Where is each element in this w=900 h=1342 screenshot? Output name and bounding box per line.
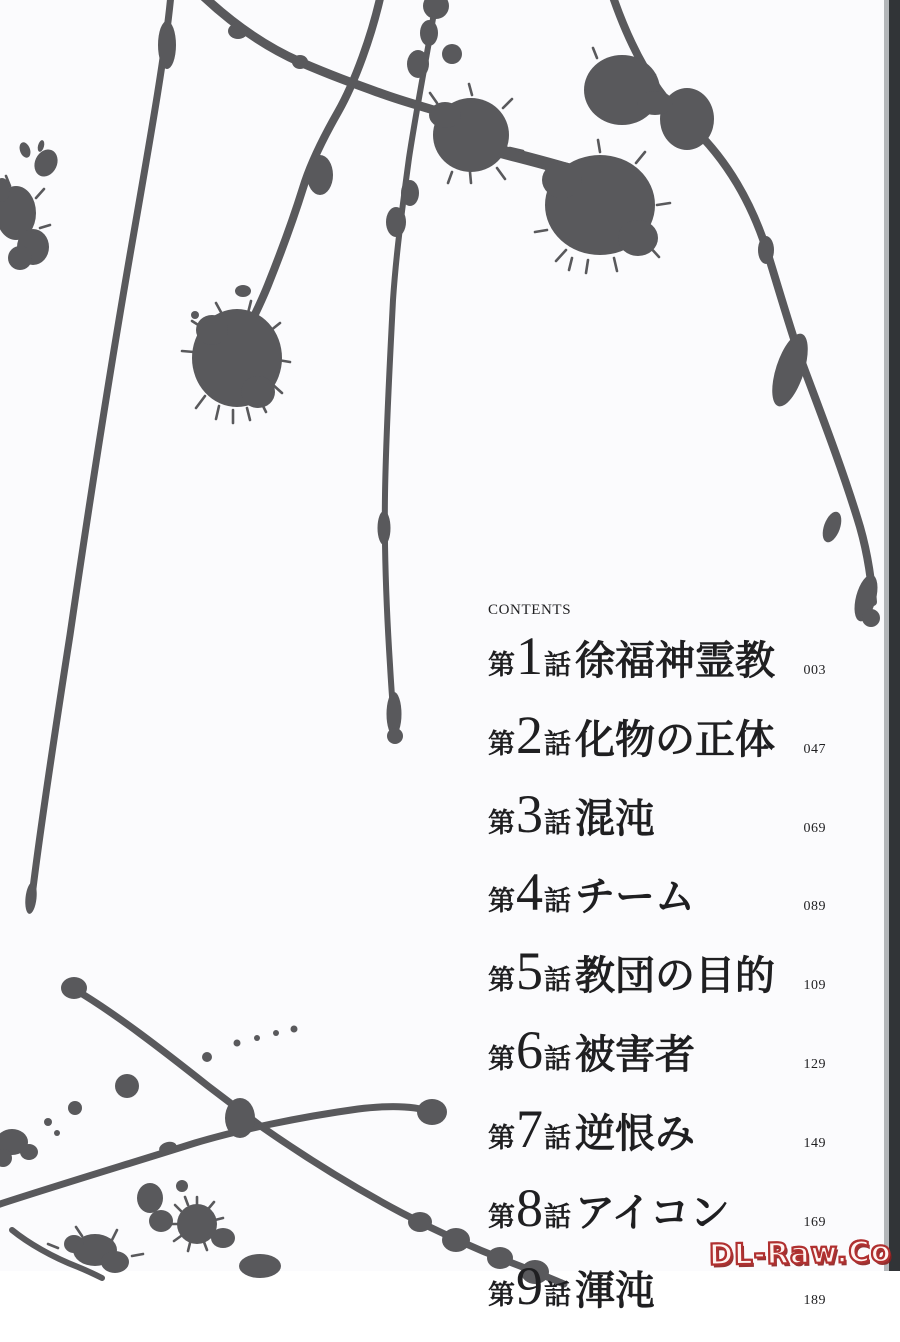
chapter-label bbox=[488, 1177, 575, 1240]
toc-row bbox=[488, 1256, 826, 1324]
chapter-page-number: 089 bbox=[803, 899, 826, 915]
chapter-label bbox=[488, 862, 575, 924]
chapter-title: 被害者 bbox=[575, 1031, 695, 1077]
chapter-label bbox=[488, 626, 575, 688]
chapter-number: 9 bbox=[516, 1256, 543, 1317]
toc-row bbox=[488, 783, 826, 852]
toc-row bbox=[488, 941, 826, 1009]
chapter-prefix: 第 bbox=[488, 965, 515, 996]
toc-row bbox=[488, 626, 826, 694]
chapter-number: 8 bbox=[516, 1177, 543, 1238]
chapter-title: 逆恨み bbox=[575, 1110, 695, 1156]
chapter-title: 混沌 bbox=[575, 795, 655, 841]
watermark: DL-Raw.Co bbox=[709, 1234, 893, 1272]
chapter-suffix: 話 bbox=[544, 965, 571, 996]
chapter-prefix: 第 bbox=[488, 1043, 515, 1074]
chapter-suffix: 話 bbox=[544, 1043, 571, 1074]
chapter-prefix: 第 bbox=[488, 650, 515, 680]
chapter-page-number: 109 bbox=[803, 978, 826, 994]
chapter-page-number: 149 bbox=[803, 1135, 826, 1151]
chapter-prefix: 第 bbox=[488, 1201, 515, 1232]
chapter-title: アイコン bbox=[575, 1189, 730, 1235]
chapter-page-number: 189 bbox=[803, 1293, 826, 1309]
page-edge-shadow bbox=[889, 0, 900, 1271]
chapter-page-number: 069 bbox=[803, 820, 826, 836]
toc-row bbox=[488, 1019, 826, 1088]
table-of-contents bbox=[488, 602, 826, 1342]
chapter-label bbox=[488, 1256, 575, 1318]
contents-heading: CONTENTS bbox=[488, 602, 572, 618]
chapter-prefix: 第 bbox=[488, 807, 515, 838]
toc-row bbox=[488, 704, 826, 773]
chapter-page-number: 129 bbox=[803, 1056, 826, 1072]
chapter-label bbox=[488, 1019, 575, 1082]
chapter-suffix: 話 bbox=[544, 1201, 571, 1232]
chapter-number: 6 bbox=[516, 1019, 543, 1080]
chapter-number: 5 bbox=[516, 941, 543, 1002]
chapter-prefix: 第 bbox=[488, 886, 515, 917]
chapter-suffix: 話 bbox=[544, 1122, 571, 1153]
chapter-page-number: 169 bbox=[803, 1214, 826, 1230]
chapter-title: 教団の目的 bbox=[575, 953, 775, 999]
toc-row bbox=[488, 862, 826, 930]
chapter-label bbox=[488, 1098, 575, 1161]
toc-row bbox=[488, 1098, 826, 1167]
chapter-suffix: 話 bbox=[544, 1280, 571, 1311]
chapter-number: 7 bbox=[516, 1098, 543, 1159]
chapter-page-number: 047 bbox=[803, 741, 826, 757]
chapter-number: 4 bbox=[516, 862, 543, 923]
chapter-label bbox=[488, 783, 575, 846]
chapter-title: 化物の正体 bbox=[575, 716, 775, 762]
chapter-suffix: 話 bbox=[544, 886, 571, 917]
chapter-title: チーム bbox=[575, 874, 695, 920]
chapter-number: 2 bbox=[516, 704, 543, 765]
chapter-list bbox=[488, 626, 826, 1324]
chapter-label bbox=[488, 941, 575, 1003]
chapter-label bbox=[488, 704, 575, 767]
chapter-prefix: 第 bbox=[488, 1280, 515, 1311]
chapter-number: 1 bbox=[516, 626, 543, 686]
chapter-prefix: 第 bbox=[488, 1122, 515, 1153]
chapter-page-number: 003 bbox=[803, 663, 826, 678]
chapter-title: 徐福神霊教 bbox=[575, 638, 775, 683]
chapter-number: 3 bbox=[516, 783, 543, 844]
chapter-title: 渾沌 bbox=[575, 1268, 655, 1314]
chapter-prefix: 第 bbox=[488, 728, 515, 759]
chapter-suffix: 話 bbox=[544, 650, 571, 680]
chapter-suffix: 話 bbox=[544, 728, 571, 759]
chapter-suffix: 話 bbox=[544, 807, 571, 838]
